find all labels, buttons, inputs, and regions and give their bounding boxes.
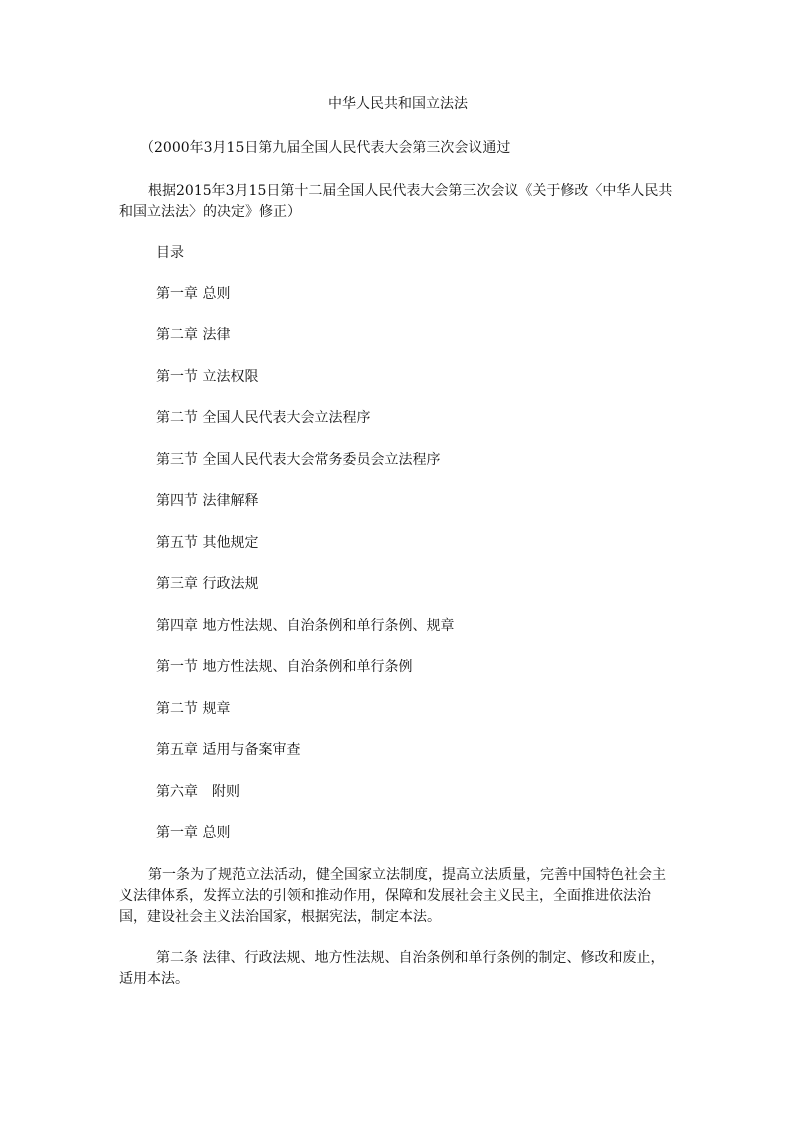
toc-item: 第五章 适用与备案审查: [156, 742, 301, 758]
amendment-note: 根据2015年3月15日第十二届全国人民代表大会第三次会议《关于修改〈中华人民共和国立法法〉的决定》修正）: [119, 183, 673, 220]
toc-item: 第六章 附则: [156, 784, 240, 800]
toc-item: 第一章 总则: [156, 286, 231, 302]
toc-item: 第五节 其他规定: [156, 535, 259, 551]
toc-item: 第一节 立法权限: [156, 369, 259, 385]
chapter-heading: 第一章 总则: [156, 825, 231, 841]
toc-item: 第四章 地方性法规、自治条例和单行条例、规章: [156, 618, 455, 634]
toc-item: 第四节 法律解释: [156, 493, 259, 509]
article-2: 第二条 法律、行政法规、地方性法规、自治条例和单行条例的制定、修改和废止，适用本法。: [119, 950, 665, 987]
toc-item: 第三章 行政法规: [156, 576, 259, 592]
toc-item: 第二节 全国人民代表大会立法程序: [156, 410, 371, 426]
document-title: 中华人民共和国立法法: [328, 96, 468, 112]
adoption-note: （2000年3月15日第九届全国人民代表大会第三次会议通过: [140, 140, 511, 156]
article-1: 第一条为了规范立法活动，健全国家立法制度，提高立法质量，完善中国特色社会主义法律体系，发挥立法的引领和推动作用，保障和发展社会主义民主，全面推进依法治国，建设社会主义法治国家，根据宪法，制定本法。: [119, 867, 666, 925]
toc-item: 第二节 规章: [156, 701, 231, 717]
toc-heading: 目录: [156, 245, 184, 261]
toc-item: 第二章 法律: [156, 327, 231, 343]
toc-item: 第三节 全国人民代表大会常务委员会立法程序: [156, 452, 441, 468]
toc-item: 第一节 地方性法规、自治条例和单行条例: [156, 659, 413, 675]
